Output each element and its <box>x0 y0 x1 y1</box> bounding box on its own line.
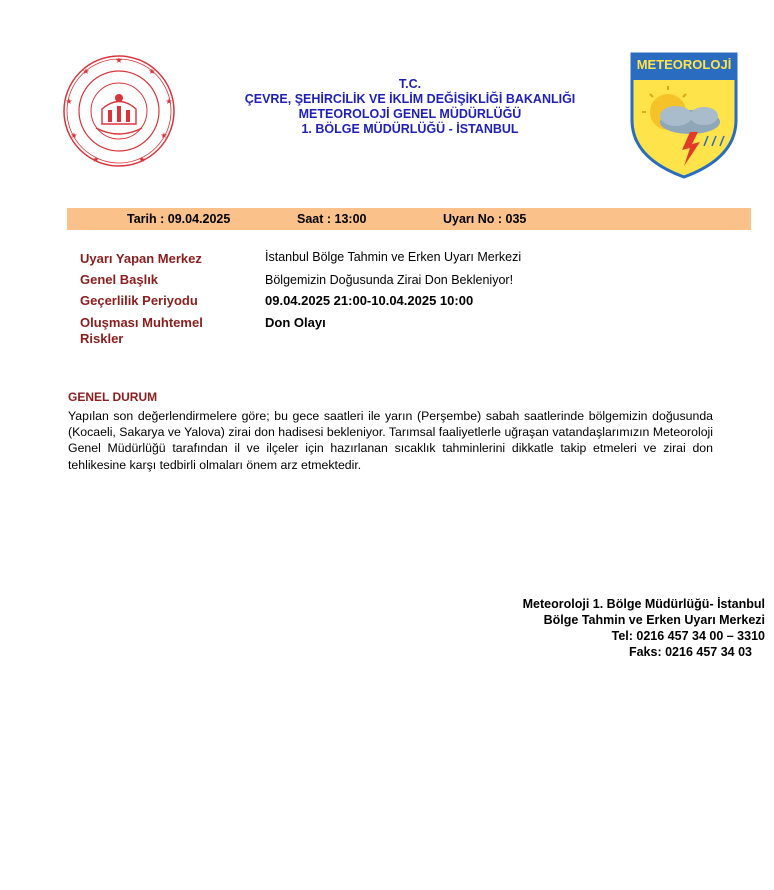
svg-text:★: ★ <box>160 131 168 140</box>
footer-center: Bölge Tahmin ve Erken Uyarı Merkezi <box>543 613 765 627</box>
risk-label-line2: Riskler <box>80 331 124 346</box>
general-section-text: Yapılan son değerlendirmelere göre; bu gece saatleri ile yarın (Perşembe) sabah saatlerinde bölgemizin doğusunda (Kocaeli, Sakarya ve Yalova) zirai don hadisesi bekleniyor. Tarımsal faaliyetlerle uğraşan vatandaşlarımızın Meteoroloji Genel Müdürlüğü tarafından il ve ilçeler için hazırlanan sıcaklık tahminlerini dikkatle takip etmeleri ve zirai don tehlikesine karşı tedbirli olmaları önem arz etmektedir. <box>68 409 713 472</box>
warning-time: Saat : 13:00 <box>297 212 367 226</box>
center-value: İstanbul Bölge Tahmin ve Erken Uyarı Merkezi <box>265 250 522 264</box>
period-value: 09.04.2025 21:00-10.04.2025 10:00 <box>265 293 474 308</box>
svg-text:★: ★ <box>165 97 173 106</box>
title-value: Bölgemizin Doğusunda Zirai Don Bekleniyor! <box>265 273 514 287</box>
footer-office: Meteoroloji 1. Bölge Müdürlüğü- İstanbul <box>522 597 765 611</box>
header-region: 1. BÖLGE MÜDÜRLÜĞÜ - İSTANBUL <box>301 122 519 136</box>
risk-label-line1: Oluşması Muhtemel <box>80 315 203 330</box>
footer-fax: Faks: 0216 457 34 03 <box>628 645 752 659</box>
ministry-seal-icon <box>62 54 176 168</box>
title-label: Genel Başlık <box>80 272 159 287</box>
period-label: Geçerlilik Periyodu <box>80 293 198 308</box>
logo-title: METEOROLOJİ <box>636 57 732 72</box>
svg-text:★: ★ <box>70 131 78 140</box>
svg-text:★: ★ <box>115 56 123 65</box>
svg-text:★: ★ <box>82 67 90 76</box>
svg-text:★: ★ <box>92 155 100 164</box>
general-section-title: GENEL DURUM <box>68 390 158 404</box>
warning-date: Tarih : 09.04.2025 <box>127 212 231 226</box>
warning-number: Uyarı No : 035 <box>443 212 527 226</box>
risk-value: Don Olayı <box>265 315 326 330</box>
header-ministry: ÇEVRE, ŞEHİRCİLİK VE İKLİM DEĞİŞİKLİĞİ BAKANLIĞI <box>244 92 576 106</box>
center-label: Uyarı Yapan Merkez <box>80 251 202 266</box>
info-bar <box>67 208 751 230</box>
header-directorate: METEOROLOJİ GENEL MÜDÜRLÜĞÜ <box>298 107 522 121</box>
svg-text:★: ★ <box>138 155 146 164</box>
svg-text:★: ★ <box>65 97 73 106</box>
svg-text:★: ★ <box>148 67 156 76</box>
header-tc: T.C. <box>398 77 422 91</box>
footer-phone: Tel: 0216 457 34 00 – 3310 <box>611 629 765 643</box>
